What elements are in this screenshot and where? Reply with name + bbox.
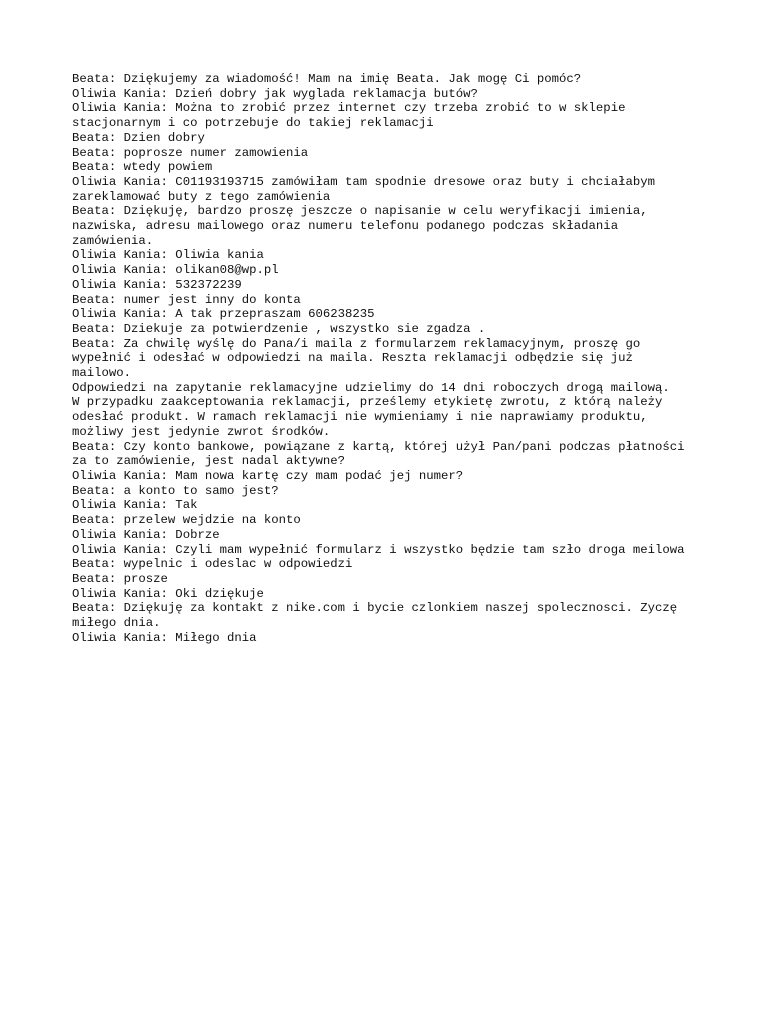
transcript-line: Beata: wtedy powiem [72,160,213,175]
chat-transcript [72,72,702,645]
transcript-line: odesłać produkt. W ramach reklamacji nie wymieniamy i nie naprawiamy produktu, [72,410,648,425]
transcript-line: Oliwia Kania: C01193193715 zamówiłam tam spodnie dresowe oraz buty i chciałabym [72,174,655,189]
transcript-line: Beata: przelew wejdzie na konto [72,513,301,528]
transcript-line: Oliwia Kania: Oki dziękuje [72,586,264,601]
transcript-line: Oliwia Kania: Dobrze [72,527,220,542]
transcript-line: zareklamować buty z tego zamówienia [72,189,331,204]
transcript-line: Oliwia Kania: Można to zrobić przez internet czy trzeba zrobić to w sklepie [72,101,626,116]
transcript-line: Odpowiedzi na zapytanie reklamacyjne udzielimy do 14 dni roboczych drogą mailową. [72,380,670,395]
transcript-line: Oliwia Kania: A tak przepraszam 606238235 [72,307,375,322]
transcript-line: Oliwia Kania: Miłego dnia [72,630,257,645]
transcript-line: miłego dnia. [72,616,161,631]
transcript-line: Beata: Dzien dobry [72,130,205,145]
transcript-line: stacjonarnym i co potrzebuje do takiej reklamacji [72,116,434,131]
transcript-line: Oliwia Kania: Dzień dobry jak wyglada reklamacja butów? [72,86,478,101]
transcript-line: mailowo. [72,366,132,381]
transcript-line: Beata: Za chwilę wyślę do Pana/i maila z formularzem reklamacyjnym, proszę go [72,336,641,351]
transcript-line: zamówienia. [72,233,154,248]
transcript-line: Beata: numer jest inny do konta [72,292,301,307]
transcript-line: Oliwia Kania: Mam nowa kartę czy mam podać jej numer? [72,468,464,483]
transcript-line: Beata: prosze [72,571,168,586]
transcript-line: W przypadku zaakceptowania reklamacji, prześlemy etykietę zwrotu, z którą należy [72,395,663,410]
transcript-line: nazwiska, adresu mailowego oraz numeru telefonu podanego podczas składania [72,219,619,234]
transcript-line: Beata: poprosze numer zamowienia [72,145,309,160]
transcript-line: Oliwia Kania: Czyli mam wypełnić formularz i wszystko będzie tam szło droga meilowa [72,542,685,557]
transcript-line: Beata: Dziękuję, bardzo proszę jeszcze o napisanie w celu weryfikacji imienia, [72,204,648,219]
transcript-line: Beata: Dziekuje za potwierdzenie , wszystko sie zgadza . [72,321,486,336]
transcript-line: wypełnić i odesłać w odpowiedzi na maila. Reszta reklamacji odbędzie się już [72,351,633,366]
transcript-line: Beata: Dziękuję za kontakt z nike.com i bycie czlonkiem naszej spolecznosci. Zyczę [72,601,678,616]
transcript-line: Beata: wypelnic i odeslac w odpowiedzi [72,557,353,572]
transcript-line: Beata: a konto to samo jest? [72,483,279,498]
transcript-line: Beata: Dziękujemy za wiadomość! Mam na imię Beata. Jak mogę Ci pomóc? [72,72,582,86]
transcript-line: za to zamówienie, jest nadal aktywne? [72,454,346,469]
transcript-line: możliwy jest jedynie zwrot środków. [72,424,331,439]
transcript-line: Oliwia Kania: Tak [72,498,198,513]
transcript-line: Beata: Czy konto bankowe, powiązane z kartą, której użył Pan/pani podczas płatności [72,439,685,454]
transcript-line: Oliwia Kania: 532372239 [72,277,242,292]
transcript-line: Oliwia Kania: Oliwia kania [72,248,264,263]
transcript-line: Oliwia Kania: olikan08@wp.pl [72,263,279,278]
